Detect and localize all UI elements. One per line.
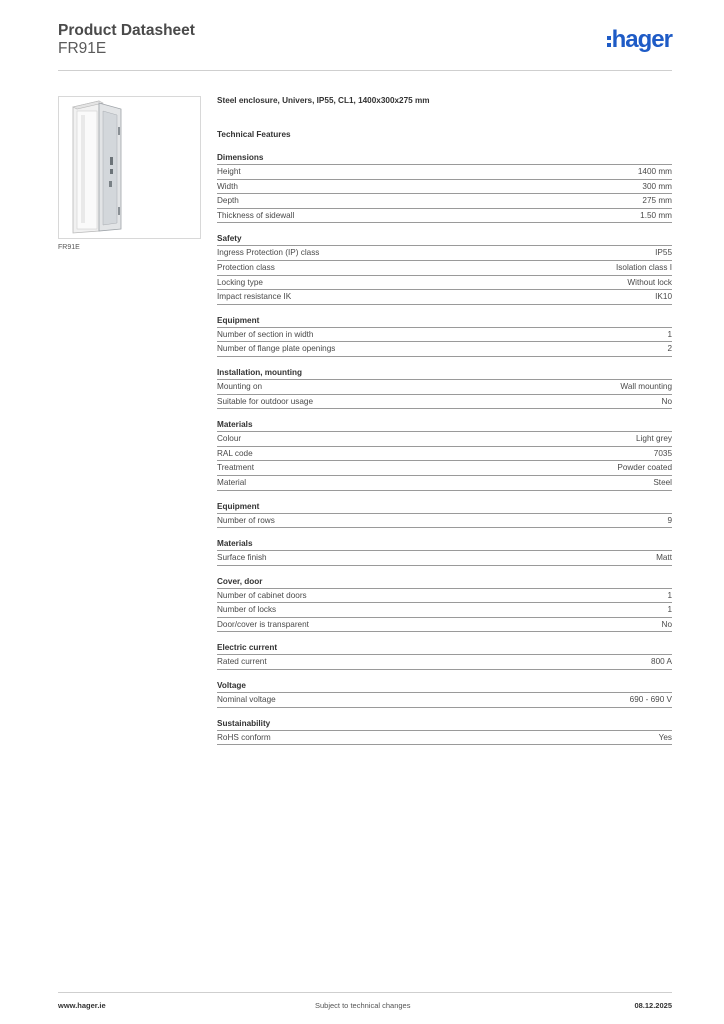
feature-value: IK10 xyxy=(655,292,672,302)
feature-section xyxy=(217,576,672,633)
feature-value: IP55 xyxy=(655,248,672,258)
feature-row xyxy=(217,194,672,209)
feature-label: Protection class xyxy=(217,262,275,272)
feature-value: 1 xyxy=(667,590,672,600)
feature-label: Impact resistance IK xyxy=(217,292,292,302)
feature-label: Height xyxy=(217,167,241,176)
feature-value: 9 xyxy=(667,515,672,525)
feature-value: Matt xyxy=(656,553,672,563)
feature-section xyxy=(217,680,672,708)
feature-value: 300 mm xyxy=(642,181,672,191)
feature-section xyxy=(217,152,672,223)
feature-row xyxy=(217,551,672,566)
feature-label: Number of locks xyxy=(217,605,277,615)
feature-label: Ingress Protection (IP) class xyxy=(217,248,320,258)
feature-row xyxy=(217,180,672,195)
feature-section xyxy=(217,501,672,529)
logo-dots-icon xyxy=(607,36,611,47)
feature-label: Number of flange plate openings xyxy=(217,344,336,354)
section-title: Equipment xyxy=(217,501,672,514)
feature-section xyxy=(217,367,672,409)
section-title: Voltage xyxy=(217,680,672,693)
footer-note: Subject to technical changes xyxy=(315,1001,411,1010)
feature-label: Suitable for outdoor usage xyxy=(217,396,314,406)
feature-row xyxy=(217,693,672,708)
feature-label: Door/cover is transparent xyxy=(217,619,309,629)
feature-row xyxy=(217,380,672,395)
feature-row xyxy=(217,342,672,357)
feature-row xyxy=(217,731,672,746)
footer-date: 08.12.2025 xyxy=(634,1001,672,1010)
section-title: Cover, door xyxy=(217,576,672,589)
feature-row xyxy=(217,589,672,604)
feature-label: RAL code xyxy=(217,448,253,458)
feature-value: Powder coated xyxy=(617,463,672,473)
section-title: Materials xyxy=(217,538,672,551)
feature-section xyxy=(217,315,672,357)
feature-section xyxy=(217,233,672,304)
section-title: Equipment xyxy=(217,315,672,328)
feature-row xyxy=(217,261,672,276)
product-code: FR91E xyxy=(58,40,107,57)
feature-row xyxy=(217,165,672,180)
feature-row xyxy=(217,603,672,618)
feature-value: 275 mm xyxy=(642,196,672,206)
feature-value: 7035 xyxy=(653,448,672,458)
feature-row xyxy=(217,655,672,670)
feature-value: Yes xyxy=(658,732,672,742)
feature-row xyxy=(217,276,672,291)
feature-section xyxy=(217,419,672,490)
feature-label: Number of section in width xyxy=(217,329,314,339)
feature-label: Mounting on xyxy=(217,381,263,391)
feature-row xyxy=(217,476,672,491)
feature-row xyxy=(217,290,672,305)
page-footer xyxy=(58,992,672,1013)
feature-label: Nominal voltage xyxy=(217,695,276,705)
feature-label: Colour xyxy=(217,434,242,444)
feature-label: Depth xyxy=(217,196,239,206)
feature-value: 2 xyxy=(667,344,672,354)
feature-value: 1.50 mm xyxy=(640,210,672,220)
feature-label: Number of rows xyxy=(217,515,275,525)
feature-row xyxy=(217,328,672,343)
feature-section xyxy=(217,642,672,670)
section-title: Installation, mounting xyxy=(217,367,672,380)
feature-section xyxy=(217,718,672,746)
feature-row xyxy=(217,246,672,261)
feature-row xyxy=(217,461,672,476)
feature-row xyxy=(217,432,672,447)
feature-row xyxy=(217,618,672,633)
section-title: Safety xyxy=(217,233,672,246)
section-title: Materials xyxy=(217,419,672,432)
feature-label: RoHS conform xyxy=(217,732,271,742)
feature-sections xyxy=(217,152,672,745)
feature-label: Rated current xyxy=(217,657,267,667)
feature-label: Material xyxy=(217,477,247,487)
feature-section xyxy=(217,538,672,566)
feature-value: 690 - 690 V xyxy=(629,695,672,705)
feature-value: Light grey xyxy=(636,434,672,444)
image-caption: FR91E xyxy=(58,244,80,251)
feature-label: Width xyxy=(217,181,238,191)
product-description: Steel enclosure, Univers, IP55, CL1, 1400x300x275 mm xyxy=(217,96,430,105)
feature-value: Without lock xyxy=(627,277,672,287)
feature-value: 1 xyxy=(667,329,672,339)
feature-value: No xyxy=(661,619,672,629)
page-title: Product Datasheet xyxy=(58,22,195,39)
feature-value: 1 xyxy=(667,605,672,615)
feature-label: Locking type xyxy=(217,277,263,287)
feature-value: Steel xyxy=(653,477,672,487)
section-title: Sustainability xyxy=(217,718,672,731)
technical-content xyxy=(217,94,672,745)
feature-row xyxy=(217,209,672,224)
feature-value: No xyxy=(661,396,672,406)
feature-label: Number of cabinet doors xyxy=(217,590,307,600)
feature-label: Surface finish xyxy=(217,553,267,563)
technical-features-heading: Technical Features xyxy=(217,130,291,139)
page-header xyxy=(58,22,672,71)
hager-logo xyxy=(607,28,672,52)
section-title: Electric current xyxy=(217,642,672,655)
feature-value: 1400 mm xyxy=(637,167,672,176)
feature-value: Isolation class I xyxy=(616,262,672,272)
product-image xyxy=(58,96,201,239)
feature-value: Wall mounting xyxy=(620,381,672,391)
logo-text: hager xyxy=(611,26,672,53)
feature-row xyxy=(217,395,672,410)
enclosure-illustration xyxy=(59,97,200,238)
feature-row xyxy=(217,447,672,462)
feature-label: Treatment xyxy=(217,463,255,473)
section-title: Dimensions xyxy=(217,152,672,165)
footer-website: www.hager.ie xyxy=(58,1001,106,1010)
feature-value: 800 A xyxy=(651,657,672,667)
feature-label: Thickness of sidewall xyxy=(217,210,295,220)
feature-row xyxy=(217,514,672,529)
